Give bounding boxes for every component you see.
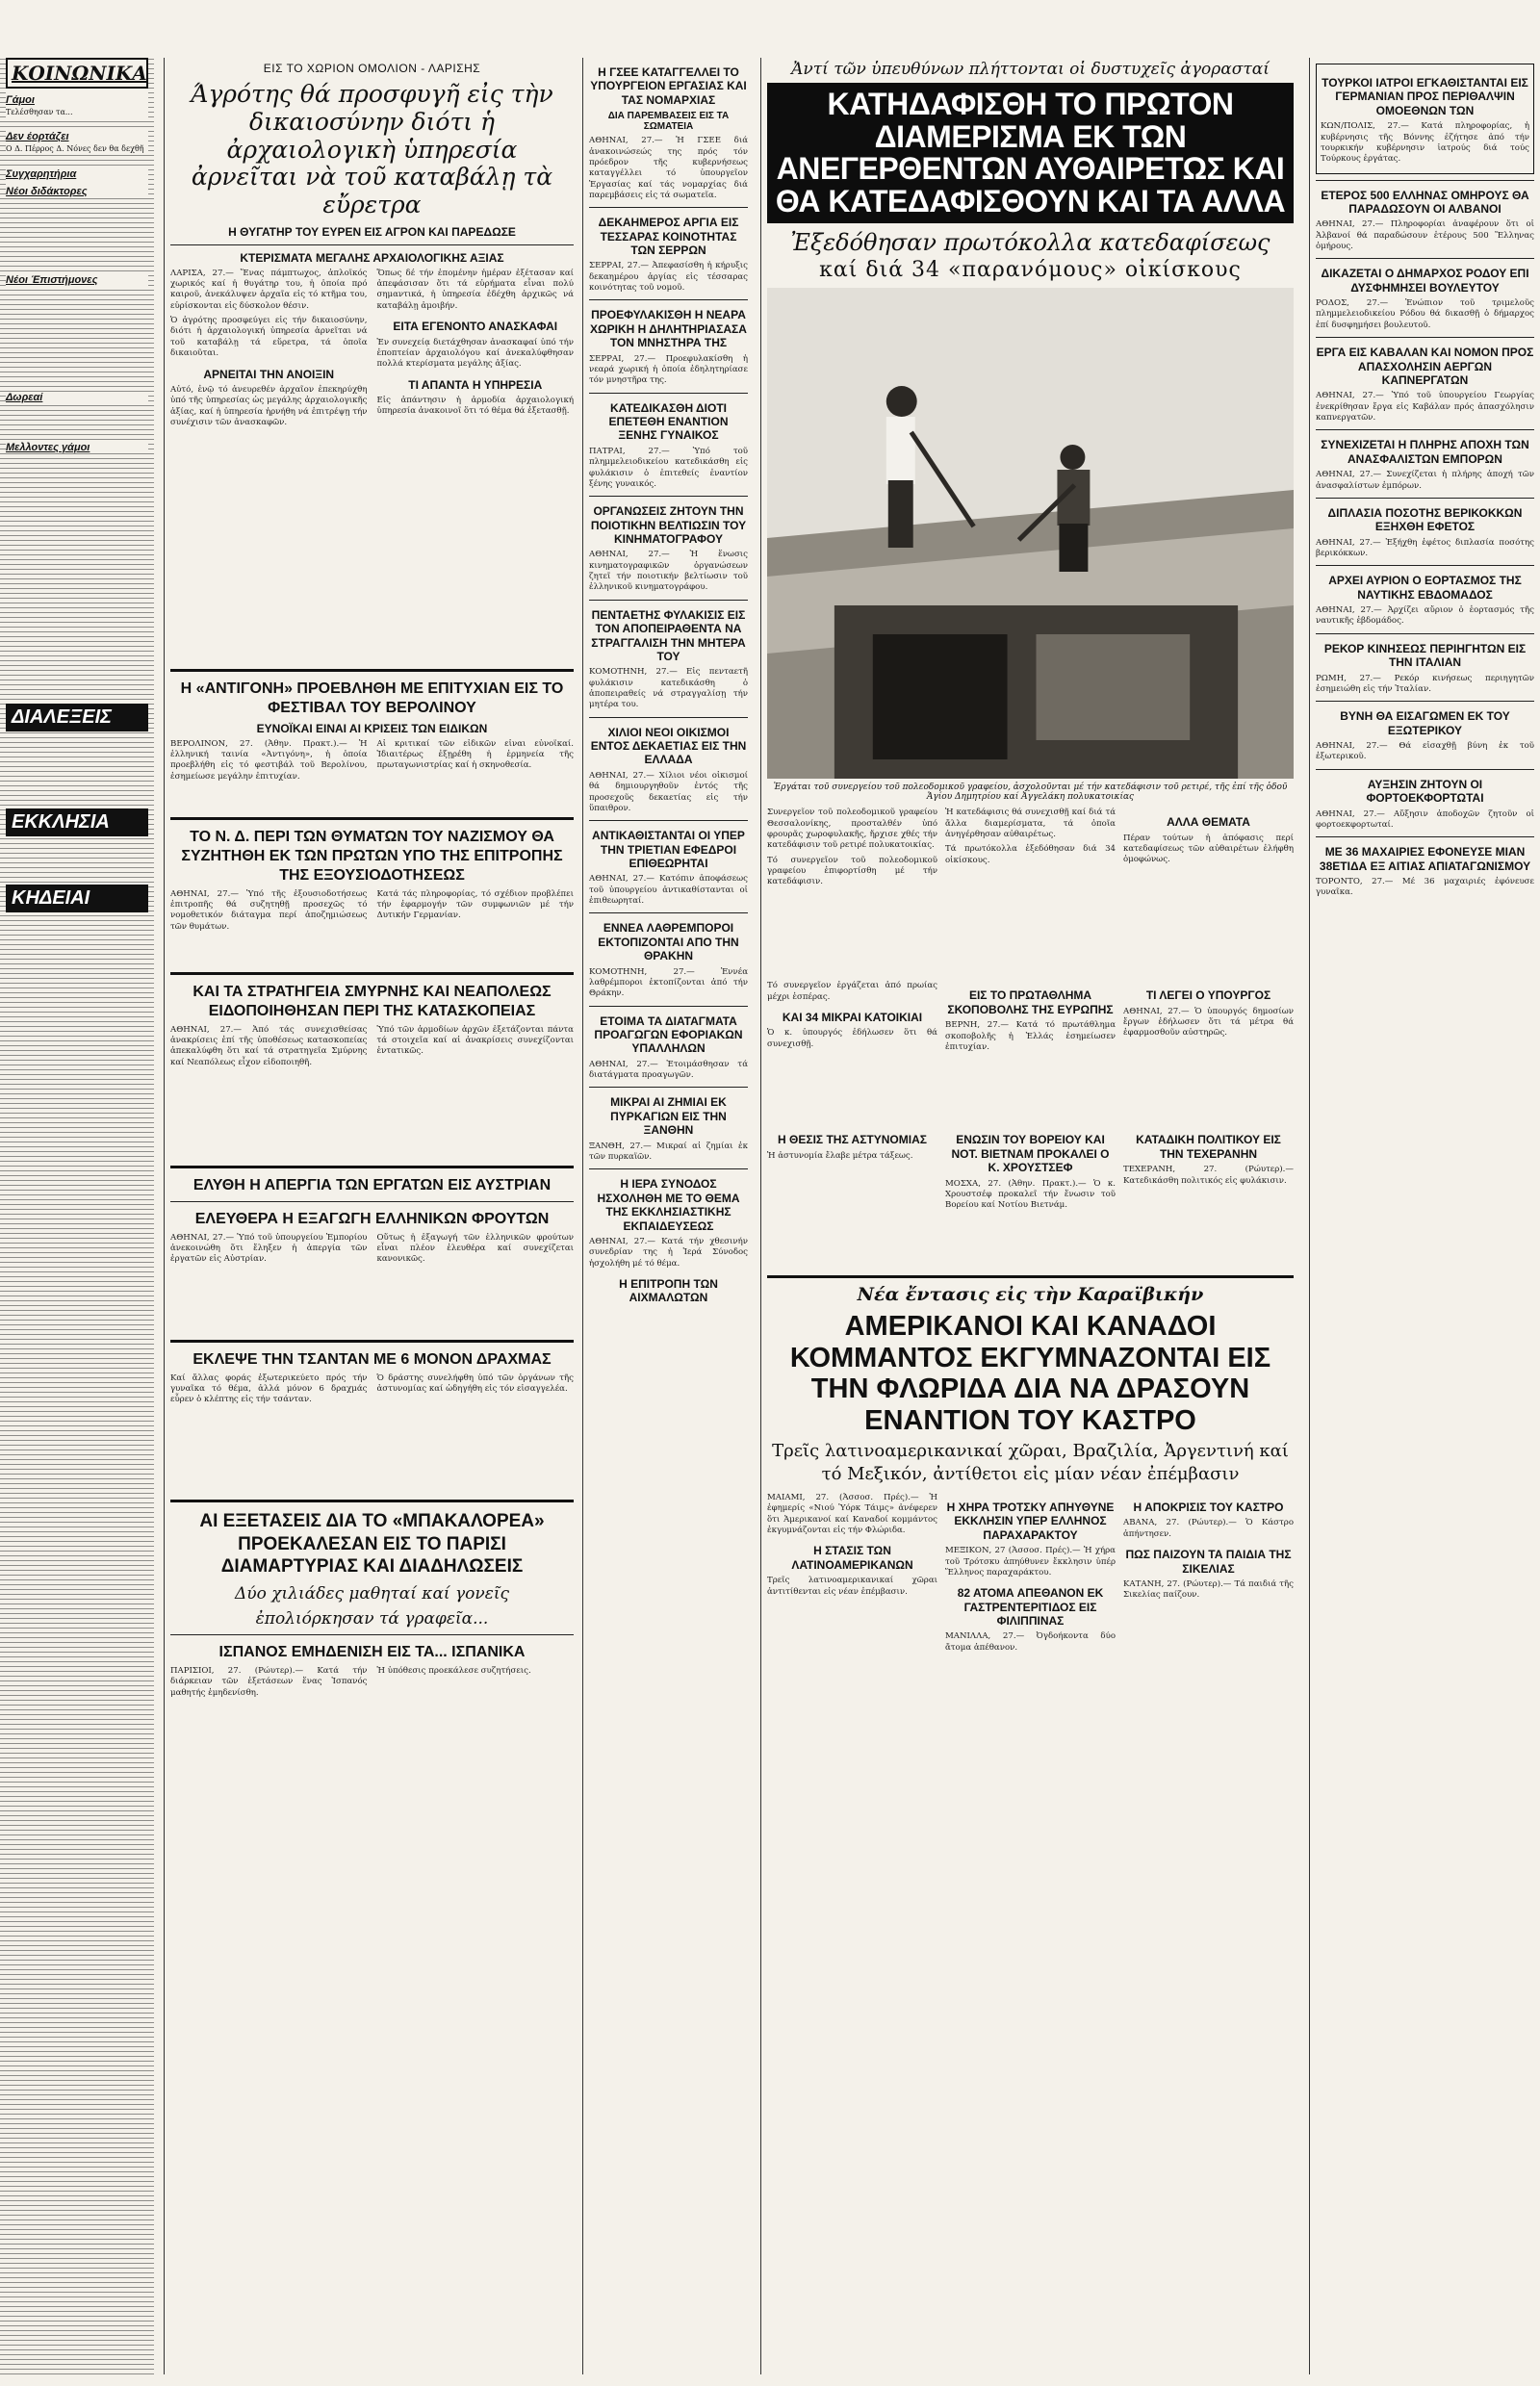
inspectors-headline: ΑΝΤΙΚΑΘΙΣΤΑΝΤΑΙ ΟΙ ΥΠΕΡ ΤΗΝ ΤΡΙΕΤΙΑΝ ΕΦΕΔΡΟΙ ΕΠΙΘΕΩΡΗΤΑΙ [592,829,745,870]
excavations-subhead: ΕΙΤΑ ΕΓΕΝΟΝΤΟ ΑΝΑΣΚΑΦΑΙ [393,320,558,334]
column-3: Η ΓΣΕΕ ΚΑΤΑΓΓΕΛΛΕΙ ΤΟ ΥΠΟΥΡΓΕΙΟΝ ΕΡΓΑΣΙΑΣ ΚΑΙ ΤΑΣ ΝΟΜΑΡΧΙΑΣ ΔΙΑ ΠΑΡΕΜΒΑΣΕΙΣ ΕΙΣ ΤΑ ΣΩΜΑΤΕΙΑ ΑΘΗΝΑΙ, 27.— Ἡ ΓΣΕΕ διά ἀνακοινώσεώς της πρός τόν πρόεδρον τῆς κυβερνήσεως καταγγέλλει τό ὑπουργεῖον Ἐργασίας καί τάς νομαρχίας διά παρεμβάσεις εἰς τά σωματεῖα. ΔΕΚΑΗΜΕΡΟΣ ΑΡΓΙΑ ΕΙΣ ΤΕΣΣΑΡΑΣ ΚΟΙΝΟΤΗΤΑΣ ΤΩΝ ΣΕΡΡΩΝ ΣΕΡΡΑΙ, 27.— Ἀπεφασίσθη ἡ κήρυξις δεκαημέρου ἀργίας εἰς τέσσαρας κοινότητας τοῦ νομοῦ. ΠΡΟΕΦΥΛΑΚΙΣΘΗ Η ΝΕΑΡΑ ΧΩΡΙΚΗ Η ΔΗΛΗΤΗΡΙΑΣΑΣΑ ΤΟΝ ΜΝΗΣΤΗΡΑ ΤΗΣ ΣΕΡΡΑΙ, 27.— Προεφυλακίσθη ἡ νεαρά χωρική ἡ ὁποία ἐδηλητηρίασε τόν μνηστῆρα της. ΚΑΤΕΔΙΚΑΣΘΗ ΔΙΟΤΙ ΕΠΕΤΕΘΗ ΕΝΑΝΤΙΟΝ ΞΕΝΗΣ ΓΥΝΑΙΚΟΣ ΠΑΤΡΑΙ, 27.— Ὑπό τοῦ πλημμελειοδικείου κατεδικάσθη εἰς φυλάκισιν ὁ ἐπιτεθείς ἐναντίον ξένης γυναικός. ΟΡΓΑΝΩΣΕΙΣ ΖΗΤΟΥΝ ΤΗΝ ΠΟΙΟΤΙΚΗΝ ΒΕΛΤΙΩΣΙΝ ΤΟΥ ΚΙΝΗΜΑΤΟΓΡΑΦΟΥ ΑΘΗΝΑΙ, 27.— Ἡ ἕνωσις κινηματογραφικῶν ὀργανώσεων ζητεῖ τήν ποιοτικήν βελτίωσιν τοῦ ἑλληνικοῦ κινηματογράφου. ΠΕΝΤΑΕΤΗΣ ΦΥΛΑΚΙΣΙΣ ΕΙΣ ΤΟΝ ΑΠΟΠΕΙΡΑΘΕΝΤΑ ΝΑ ΣΤΡΑΓΓΑΛΙΣΗ ΤΗΝ ΜΗΤΕΡΑ ΤΟΥ ΚΟΜΟΤΗΝΗ, 27.— Εἰς πενταετῆ φυλάκισιν κατεδικάσθη ὁ ἀποπειραθείς νά στραγγαλίσῃ τήν μητέρα του. ΧΙΛΙΟΙ ΝΕΟΙ ΟΙΚΙΣΜΟΙ ΕΝΤΟΣ ΔΕΚΑΕΤΙΑΣ ΕΙΣ ΤΗΝ ΕΛΛΑΔΑ ΑΘΗΝΑΙ, 27.— Χίλιοι νέοι οἰκισμοί θά δημιουργηθοῦν ἐντός τῆς προσεχοῦς δεκαετίας εἰς τήν ὕπαιθρον. ΑΝΤΙΚΑΘΙΣΤΑΝΤΑΙ ΟΙ ΥΠΕΡ ΤΗΝ ΤΡΙΕΤΙΑΝ ΕΦΕΔΡΟΙ ΕΠΙΘΕΩΡΗΤΑΙ ΑΘΗΝΑΙ, 27.— Κατόπιν ἀποφάσεως τοῦ ὑπουργείου ἀντικαθίστανται οἱ ἐπιθεωρηταί. ΕΝΝΕΑ ΛΑΘΡΕΜΠΟΡΟΙ ΕΚΤΟΠΙΖΟΝΤΑΙ ΑΠΟ ΤΗΝ ΘΡΑΚΗΝ ΚΟΜΟΤΗΝΗ, 27.— Ἐννέα λαθρέμποροι ἐκτοπίζονται ἀπό τήν Θράκην. ΕΤΟΙΜΑ ΤΑ ΔΙΑΤΑΓΜΑΤΑ ΠΡΟΑΓΩΓΩΝ ΕΦΟΡΙΑΚΩΝ ΥΠΑΛΛΗΛΩΝ ΑΘΗΝΑΙ, 27.— Ἐτοιμάσθησαν τά διατάγματα προαγωγῶν. ΜΙΚΡΑΙ ΑΙ ΖΗΜΙΑΙ ΕΚ ΠΥΡΚΑΓΙΩΝ ΕΙΣ ΤΗΝ ΞΑΝΘΗΝ ΞΑΝΘΗ, 27.— Μικραί αἱ ζημίαι ἐκ τῶν πυρκαϊῶν. Η ΙΕΡΑ ΣΥΝΟΔΟΣ ΗΣΧΟΛΗΘΗ ΜΕ ΤΟ ΘΕΜΑ ΤΗΣ ΕΚΚΛΗΣΙΑΣΤΙΚΗΣ ΕΚΠΑΙΔΕΥΣΕΩΣ ΑΘΗΝΑΙ, 27.— Κατά τήν χθεσινήν συνεδρίαν της ἡ Ἱερά Σύνοδος ἠσχολήθη μέ τό θέμα. Η ΕΠΙΤΡΟΠΗ ΤΩΝ ΑΙΧΜΑΛΩΤΩΝ [582,58,754,2374]
gsee-headline: Η ΓΣΕΕ ΚΑΤΑΓΓΕΛΛΕΙ ΤΟ ΥΠΟΥΡΓΕΙΟΝ ΕΡΓΑΣΙΑΣ ΚΑΙ ΤΑΣ ΝΟΜΑΡΧΙΑΣ [590,65,747,107]
dockers-headline: ΑΥΞΗΣΙΝ ΖΗΤΟΥΝ ΟΙ ΦΟΡΤΟΕΚΦΟΡΤΩΤΑΙ [1366,777,1484,806]
merchants-strike-headline: ΣΥΝΕΧΙΖΕΤΑΙ Η ΠΛΗΡΗΣ ΑΠΟΧΗ ΤΩΝ ΑΝΑΣΦΑΛΙΣΤΩΝ ΕΜΠΟΡΩΝ [1321,438,1529,466]
photo-caption: Ἐργάται τοῦ συνεργείου τοῦ πολεοδομικοῦ γραφείου, ἀσχολοῦνται μέ τήν κατεδάφισιν τοῦ ρετιρέ, τῆς ἐπί τῆς ὁδοῦ Ἁγίου Δημητρίου καί Ἀγγελάκη πολυκατοικίας [773,783,1288,803]
imprisonment-headline: ΠΕΝΤΑΕΤΗΣ ΦΥΛΑΚΙΣΙΣ ΕΙΣ ΤΟΝ ΑΠΟΠΕΙΡΑΘΕΝΤΑ ΝΑ ΣΤΡΑΓΓΑΛΙΣΗ ΤΗΝ ΜΗΤΕΡΑ ΤΟΥ [591,607,746,663]
baccalaureate-headline: ΑΙ ΕΞΕΤΑΣΕΙΣ ΔΙΑ ΤΟ «ΜΠΑΚΑΛΟΡΕΑ» ΠΡΟΕΚΑΛΕΣΑΝ ΕΙΣ ΤΟ ΠΑΡΙΣΙ ΔΙΑΜΑΡΤΥΡΙΑΣ ΚΑΙ ΔΙΑΔΗΛΩΣΕΙΣ [199,1510,545,1578]
omolion-kicker: ΕΙΣ ΤΟ ΧΩΡΙΟΝ ΟΜΟΛΙΟΝ - ΛΑΡΙΣΗΣ [263,62,481,75]
service-reply-subhead: ΤΙ ΑΠΑΝΤΑ Η ΥΠΗΡΕΣΙΑ [408,377,543,392]
smugglers-headline: ΕΝΝΕΑ ΛΑΘΡΕΜΠΟΡΟΙ ΕΚΤΟΠΙΖΟΝΤΑΙ ΑΠΟ ΤΗΝ ΘΡΑΚΗΝ [598,921,739,963]
convicted-headline: ΚΑΤΕΔΙΚΑΣΘΗ ΔΙΟΤΙ ΕΠΕΤΕΘΗ ΕΝΑΝΤΙΟΝ ΞΕΝΗΣ ΓΥΝΑΙΚΟΣ [608,400,729,443]
lectures-section-title: ΔΙΑΛΕΞΕΙΣ [6,704,148,731]
prisoners-headline: Η ΕΠΙΤΡΟΠΗ ΤΩΝ ΑΙΧΜΑΛΩΤΩΝ [619,1276,718,1305]
weddings-text: Τελέσθησαν τα... [6,108,73,116]
caribbean-kicker: Νέα ἔντασις εἰς τὴν Καραϊβικήν [857,1284,1204,1306]
farmer-headline: Άγρότης θά προσφυγῆ εἰς τὴν δικαιοσύνην διότι ἡ ἀρχαιολογικὴ ὑπηρεσία ἀρνεῖται νὰ τοῦ καταβάλῃ τὰ εὔρετρα [191,80,553,218]
column-4: Ἀντί τῶν ὑπευθύνων πλήττονται οἱ δυστυχεῖς ἀγορασταί ΚΑΤΗΔΑΦΙΣΘΗ ΤΟ ΠΡΩΤΟΝ ΔΙΑΜΕΡΙΣΜΑ ΕΚ ΤΩΝ ΑΝΕΓΕΡΘΕΝΤΩΝ ΑΥΘΑΙΡΕΤΩΣ ΚΑΙ ΘΑ ΚΑΤΕΔΑΦΙΣΘΟΥΝ ΚΑΙ ΤΑ ΑΛΛΑ Ἐξεδόθησαν πρωτόκολλα κατεδαφίσεως καί διά 34 «παρανόμους» οἰκίσκους Ἐργάται τοῦ συνεργείου τοῦ πολεοδομικοῦ γραφείου, ἀσχολοῦνται μέ τήν κατεδάφισιν τοῦ ρετιρέ, τῆς ἐπί τῆς ὁδοῦ Ἁγίου Δημητρίου καί Ἀγγελάκη πολυκατοικίας Συνεργεῖον τοῦ πολεοδομικοῦ γραφείου Θεσσαλονίκης, προσταλθέν ὑπό φρουρᾶς χωροφυλακῆς, ἤρχισε χθές τήν κατεδάφισιν τοῦ ρετιρέ πολυκατοικίας. Τό συνεργεῖον τοῦ πολεοδομικοῦ γραφείου ἐπιφορτίσθη μέ τήν κατεδάφισιν. Ἡ κατεδάφισις θά συνεχισθῇ καί διά τά ἄλλα διαμερίσματα, τά ὁποῖα ἀνηγέρθησαν αὐθαιρέτως. Τά πρωτόκολλα ἐξεδόθησαν διά 34 οἰκίσκους. ΑΛΛΑ ΘΕΜΑΤΑ Πέραν τούτων ἡ ἀπόφασις περί κατεδαφίσεως τῶν αὐθαιρέτων ἐλήφθη ὁμοφώνως. Τό συνεργεῖον ἐργάζεται ἀπό πρωίας μέχρι ἑσπέρας. ΚΑΙ 34 ΜΙΚΡΑΙ ΚΑΤΟΙΚΙΑΙ Ὁ κ. ὑπουργός ἐδήλωσεν ὅτι θά συνεχισθῇ. ΕΙΣ ΤΟ ΠΡΩΤΑΘΛΗΜΑ ΣΚΟΠΟΒΟΛΗΣ ΤΗΣ ΕΥΡΩΠΗΣ ΒΕΡΝΗ, 27.— Κατά τό πρωτάθλημα σκοποβολῆς ἡ Ἑλλάς ἐσημείωσεν ἐπιτυχίαν. ΤΙ ΛΕΓΕΙ Ο ΥΠΟΥΡΓΟΣ ΑΘΗΝΑΙ, 27.— Ὁ ὑπουργός δημοσίων ἔργων ἐδήλωσεν ὅτι τά μέτρα θά ἐφαρμοσθοῦν αὐστηρῶς. Η ΘΕΣΙΣ ΤΗΣ ΑΣΤΥΝΟΜΙΑΣ Ἡ ἀστυνομία ἔλαβε μέτρα τάξεως. ΕΝΩΣΙΝ ΤΟΥ ΒΟΡΕΙΟΥ ΚΑΙ ΝΟΤ. ΒΙΕΤΝΑΜ ΠΡΟΚΑΛΕΙ Ο Κ. ΧΡΟΥΣΤΣΕΦ ΜΟΣΧΑ, 27. (Ἀθην. Πρακτ.).— Ὁ κ. Χρουστσέφ προκαλεῖ τήν ἕνωσιν τοῦ Βορείου καί Νοτίου Βιετνάμ. ΚΑΤΑΔΙΚΗ ΠΟΛΙΤΙΚΟΥ ΕΙΣ ΤΗΝ ΤΕΧΕΡΑΝΗΝ ΤΕΧΕΡΑΝΗ, 27. (Ρώυτερ).— Κατεδικάσθη πολιτικός εἰς φυλάκισιν. Νέα ἔντασις εἰς τὴν Καραϊβικήν ΑΜΕΡΙΚΑΝΟΙ ΚΑΙ ΚΑΝΑΔΟΙ ΚΟΜΜΑΝΤΟΣ ΕΚΓΥΜΝΑΖΟΝΤΑΙ ΕΙΣ ΤΗΝ ΦΛΩΡΙΔΑ ΔΙΑ ΝΑ ΔΡΑΣΟΥΝ ΕΝΑΝΤΙΟΝ ΤΟΥ ΚΑΣΤΡΟ Τρεῖς λατινοαμερικανικαί χῶραι, Βραζιλία, Ἀργεντινή καί τό Μεξικόν, ἀντίθετοι εἰς μίαν νέαν ἐπέμβασιν ΜΑΙΑΜΙ, 27. (Ἀσσοσ. Πρές).— Ἡ ἐφημερίς «Νιού Ὑόρκ Τάιμς» ἀνέφερεν ὅτι Ἀμερικανοί καί Καναδοί κομμάντος ἐκγυμνάζονται εἰς τήν Φλώριδα. Η ΣΤΑΣΙΣ ΤΩΝ ΛΑΤΙΝΟΑΜΕΡΙΚΑΝΩΝ Τρεῖς λατινοαμερικανικαί χῶραι ἀντιτίθενται εἰς νέαν ἐπέμβασιν. Η ΧΗΡΑ ΤΡΟΤΣΚΥ ΑΠΗΥΘΥΝΕ ΕΚΚΛΗΣΙΝ ΥΠΕΡ ΕΛΛΗΝΟΣ ΠΑΡΑΧΑΡΑΚΤΟΥ ΜΕΞΙΚΟΝ, 27 (Ἀσσοσ. Πρές).— Ἡ χήρα τοῦ Τρότσκυ ἀπηύθυνεν ἔκκλησιν ὑπέρ Ἕλληνος παραχαράκτου. 82 ΑΤΟΜΑ ΑΠΕΘΑΝΟΝ ΕΚ ΓΑΣΤΡΕΝΤΕΡΙΤΙΔΟΣ ΕΙΣ ΦΙΛΙΠΠΙΝΑΣ ΜΑΝΙΛΛΑ, 27.— Ὀγδοήκοντα δύο ἄτομα ἀπέθανον. Η ΑΠΟΚΡΙΣΙΣ ΤΟΥ ΚΑΣΤΡΟ ΑΒΑΝΑ, 27. (Ρώυτερ).— Ὁ Κάστρο ἀπήντησεν. ΠΩΣ ΠΑΙΖΟΥΝ ΤΑ ΠΑΙΔΙΑ ΤΗΣ ΣΙΚΕΛΙΑΣ ΚΑΤΑΝΗ, 27. (Ρώυτερ).— Τά παιδιά τῆς Σικελίας παίζουν. [760,58,1299,2374]
minister-says-subhead: ΤΙ ΛΕΓΕΙ Ο ΥΠΟΥΡΓΟΣ [1145,988,1271,1003]
houses-subhead: ΚΑΙ 34 ΜΙΚΡΑΙ ΚΑΤΟΙΚΙΑΙ [782,1011,923,1025]
farmer-subhead-2: ΚΤΕΡΙΣΜΑΤΑ ΜΕΓΑΛΗΣ ΑΡΧΑΙΟΛΟΓΙΚΗΣ ΑΞΙΑΣ [240,250,504,265]
antigone-headline: Η «ΑΝΤΙΓΟΝΗ» ΠΡΟΕΒΛΗΘΗ ΜΕ ΕΠΙΤΥΧΙΑΝ ΕΙΣ ΤΟ ΦΕΣΤΙΒΑΛ ΤΟΥ ΒΕΡΟΛΙΝΟΥ [180,680,564,716]
no-celebration-heading: Δεν έορτάζει [6,131,69,143]
farmer-subhead-1: Η ΘΥΓΑΤΗΡ ΤΟΥ ΕΥΡΕΝ ΕΙΣ ΑΓΡΟΝ ΚΑΙ ΠΑΡΕΔΩΣΕ [228,224,516,239]
gsee-subhead: ΔΙΑ ΠΑΡΕΜΒΑΣΕΙΣ ΕΙΣ ΤΑ ΣΩΜΑΤΕΙΑ [607,111,730,133]
nazism-victims-headline: ΤΟ Ν. Δ. ΠΕΡΙ ΤΩΝ ΘΥΜΑΤΩΝ ΤΟΥ ΝΑΖΙΣΜΟΥ ΘΑ ΣΥΖΗΤΗΘΗ ΕΚ ΤΩΝ ΠΡΩΤΩΝ ΥΠΟ ΤΗΣ ΕΠΙΤΡΟΠΗΣ ΤΗΣ ΕΞΟΥΣΙΟΔΟΤΗΣΕΩΣ [181,828,563,884]
new-doctors-heading: Νέοι διδάκτορες [6,185,88,197]
police-subhead: Η ΘΕΣΙΣ ΤΗΣ ΑΣΤΥΝΟΜΙΑΣ [778,1133,927,1147]
malt-import-headline: ΒΥΝΗ ΘΑ ΕΙΣΑΓΩΜΕΝ ΕΚ ΤΟΥ ΕΞΩΤΕΡΙΚΟΥ [1340,709,1510,737]
demolition-photo [767,288,1294,779]
cinema-headline: ΟΡΓΑΝΩΣΕΙΣ ΖΗΤΟΥΝ ΤΗΝ ΠΟΙΟΤΙΚΗΝ ΒΕΛΤΙΩΣΙΝ ΤΟΥ ΚΙΝΗΜΑΤΟΓΡΑΦΟΥ [590,504,747,546]
baccalaureate-subhead-2: ἐπολιόρκησαν τά γραφεῖα... [255,1609,489,1629]
funerals-section-title: ΚΗΔΕΙΑΙ [6,885,148,912]
shooting-headline: ΕΙΣ ΤΟ ΠΡΩΤΑΘΛΗΜΑ ΣΚΟΠΟΒΟΛΗΣ ΤΗΣ ΕΥΡΩΠΗΣ [947,988,1114,1016]
future-weddings-heading: Μελλοντες γάμοι [6,441,90,453]
rhodes-mayor-headline: ΔΙΚΑΖΕΤΑΙ Ο ΔΗΜΑΡΧΟΣ ΡΟΔΟΥ ΕΠΙ ΔΥΣΦΗΜΗΣΕΙ ΒΟΥΛΕΥΤΟΥ [1321,267,1529,295]
banner-kicker: Ἀντί τῶν ὑπευθύνων πλήττονται οἱ δυστυχεῖς ἀγορασταί [791,60,1270,79]
trotsky-widow-headline: Η ΧΗΡΑ ΤΡΟΤΣΚΥ ΑΠΗΥΘΥΝΕ ΕΚΚΛΗΣΙΝ ΥΠΕΡ ΕΛΛΗΝΟΣ ΠΑΡΑΧΑΡΑΚΤΟΥ [946,1501,1115,1542]
new-scientists-heading: Νέοι Έπιστήμονες [6,273,98,286]
castro-reply-subhead: Η ΑΠΟΚΡΙΣΙΣ ΤΟΥ ΚΑΣΤΡΟ [1133,1501,1284,1515]
synod-headline: Η ΙΕΡΑ ΣΥΝΟΔΟΣ ΗΣΧΟΛΗΘΗ ΜΕ ΤΟ ΘΕΜΑ ΤΗΣ ΕΚΚΛΗΣΙΑΣΤΙΚΗΣ ΕΚΠΑΙΔΕΥΣΕΩΣ [597,1177,740,1233]
vietnam-headline: ΕΝΩΣΙΝ ΤΟΥ ΒΟΡΕΙΟΥ ΚΑΙ ΝΟΤ. ΒΙΕΤΝΑΜ ΠΡΟΚΑΛΕΙ Ο Κ. ΧΡΟΥΣΤΣΕΦ [951,1133,1110,1175]
church-section-title: ΕΚΚΛΗΣΙΑ [6,808,148,836]
navy-week-headline: ΑΡΧΕΙ ΑΥΡΙΟΝ Ο ΕΟΡΤΑΣΜΟΣ ΤΗΣ ΝΑΥΤΙΚΗΣ ΕΒΔΟΜΑΔΟΣ [1328,574,1522,602]
baccalaureate-subhead: Δύο χιλιάδες μαθηταί καί γονεῖς [234,1584,510,1603]
caribbean-headline: ΑΜΕΡΙΚΑΝΟΙ ΚΑΙ ΚΑΝΑΔΟΙ ΚΟΜΜΑΝΤΟΣ ΕΚΓΥΜΝΑΖΟΝΤΑΙ ΕΙΣ ΤΗΝ ΦΛΩΡΙΔΑ ΔΙΑ ΝΑ ΔΡΑΣΟΥΝ ΕΝΑΝΤΙΟΝ ΤΟΥ ΚΑΣΤΡΟ [789,1311,1271,1436]
demolition-subhead-2: καί διά 34 «παρανόμους» οἰκίσκους [819,258,1242,283]
latin-stance-subhead: Η ΣΤΑΣΙΣ ΤΩΝ ΛΑΤΙΝΟΑΜΕΡΙΚΑΝΩΝ [791,1544,913,1572]
congratulations-heading: Συγχαρητήρια [6,167,77,180]
caribbean-subhead: Τρεῖς λατινοαμερικανικαί χῶραι, Βραζιλία, Ἀργεντινή καί τό Μεξικόν, ἀντίθετοι εἰς μίαν νέαν ἐπέμβασιν [772,1441,1289,1484]
fruit-export-headline: ΕΛΕΥΘΕΡΑ Η ΕΞΑΓΩΓΗ ΕΛΛΗΝΙΚΩΝ ΦΡΟΥΤΩΝ [194,1210,550,1227]
spanish-headline: ΙΣΠΑΝΟΣ ΕΜΗΔΕΝΙΣΗ ΕΙΣ ΤΑ... ΙΣΠΑΝΙΚΑ [218,1644,526,1660]
philippines-headline: 82 ΑΤΟΜΑ ΑΠΕΘΑΝΟΝ ΕΚ ΓΑΣΤΡΕΝΤΕΡΙΤΙΔΟΣ ΕΙΣ ΦΙΛΙΠΠΙΝΑΣ [957,1586,1104,1629]
no-celebration-text: Ο Δ. Πέρρος Δ. Νόνες δεν θα δεχθῆ [6,144,144,154]
column-2: ΕΙΣ ΤΟ ΧΩΡΙΟΝ ΟΜΟΛΙΟΝ - ΛΑΡΙΣΗΣ Άγρότης θά προσφυγῆ εἰς τὴν δικαιοσύνην διότι ἡ ἀρχαιολογικὴ ὑπηρεσία ἀρνεῖται νὰ τοῦ καταβάλῃ τὰ εὔρετρα Η ΘΥΓΑΤΗΡ ΤΟΥ ΕΥΡΕΝ ΕΙΣ ΑΓΡΟΝ ΚΑΙ ΠΑΡΕΔΩΣΕ ΚΤΕΡΙΣΜΑΤΑ ΜΕΓΑΛΗΣ ΑΡΧΑΙΟΛΟΓΙΚΗΣ ΑΞΙΑΣ ΛΑΡΙΣΑ, 27.— Ἕνας πάμπτωχος, ἀπλοϊκός χωρικός καί ἡ θυγάτηρ του, ἡ ὁποία πρό καιροῦ, ἀνεκάλυψεν ἀρχαῖα εἰς τό κτῆμα του, εὑρίσκονται εἰς δύσκολον θέσιν. Ὁ ἀγρότης προσφεύγει εἰς τήν δικαιοσύνην, διότι ἡ ἀρχαιολογική ὑπηρεσία ἀρνεῖται νά τοῦ καταβάλῃ τά εὕρετρα, τά ὁποῖα δικαιοῦται. ΑΡΝΕΙΤΑΙ ΤΗΝ ΑΝΟΙΞΙΝ Αὐτό, ἐνῷ τό ἀνευρεθέν ἀρχαῖον ἐπεκηρύχθη ὑπό τῆς ὑπηρεσίας ὡς μεγάλης ἀρχαιολογικῆς ἀξίας, καί ἡ ὑπηρεσία ἠρνήθη νά ἐπιτρέψῃ τήν συνέχισιν τῶν ἀνασκαφῶν. Ὅπως δέ τήν ἐπομένην ἡμέραν ἐξέτασαν καί ἀπεφάσισαν ὅτι τά εὑρήματα εἶναι πολύ σημαντικά, ἡ ὑπηρεσία ἐδέχθη ἀρχικῶς νά καταβάλῃ ἀμοιβήν. ΕΙΤΑ ΕΓΕΝΟΝΤΟ ΑΝΑΣΚΑΦΑΙ Ἐν συνεχείᾳ διετάχθησαν ἀνασκαφαί ὑπό τήν ἐποπτείαν ἀρχαιολόγου καί ἀνεκαλύφθησαν πολλά κτερίσματα μεγάλης ἀξίας. ΤΙ ΑΠΑΝΤΑ Η ΥΠΗΡΕΣΙΑ Εἰς ἀπάντησιν ἡ ἀρμοδία ἀρχαιολογική ὑπηρεσία ἀνακοινοῖ ὅτι τό θέμα θά ἐξετασθῇ. Η «ΑΝΤΙΓΟΝΗ» ΠΡΟΕΒΛΗΘΗ ΜΕ ΕΠΙΤΥΧΙΑΝ ΕΙΣ ΤΟ ΦΕΣΤΙΒΑΛ ΤΟΥ ΒΕΡΟΛΙΝΟΥ ΕΥΝΟΪΚΑΙ ΕΙΝΑΙ ΑΙ ΚΡΙΣΕΙΣ ΤΩΝ ΕΙΔΙΚΩΝ ΒΕΡΟΛΙΝΟΝ, 27. (Ἀθην. Πρακτ.).— Ἡ ἑλληνική ταινία «Ἀντιγόνη», ἡ ὁποία προεβλήθη εἰς τό φεστιβάλ τοῦ Βερολίνου, ἐσημείωσε μεγάλην ἐπιτυχίαν. Αἱ κριτικαί τῶν εἰδικῶν εἶναι εὐνοϊκαί. Ἰδιαιτέρως ἐξῃρέθη ἡ ἑρμηνεία τῆς πρωταγωνιστρίας καί ἡ σκηνοθεσία. ΤΟ Ν. Δ. ΠΕΡΙ ΤΩΝ ΘΥΜΑΤΩΝ ΤΟΥ ΝΑΖΙΣΜΟΥ ΘΑ ΣΥΖΗΤΗΘΗ ΕΚ ΤΩΝ ΠΡΩΤΩΝ ΥΠΟ ΤΗΣ ΕΠΙΤΡΟΠΗΣ ΤΗΣ ΕΞΟΥΣΙΟΔΟΤΗΣΕΩΣ ΑΘΗΝΑΙ, 27.— Ὑπό τῆς ἐξουσιοδοτήσεως ἐπιτροπῆς θά συζητηθῇ προσεχῶς τό νομοθετικόν διάταγμα περί ἀποζημιώσεως τῶν θυμάτων. Κατά τάς πληροφορίας, τό σχέδιον προβλέπει τήν ἐφαρμογήν τῶν συμφωνιῶν μέ τήν Δυτικήν Γερμανίαν. ΚΑΙ ΤΑ ΣΤΡΑΤΗΓΕΙΑ ΣΜΥΡΝΗΣ ΚΑΙ ΝΕΑΠΟΛΕΩΣ ΕΙΔΟΠΟΙΗΘΗΣΑΝ ΠΕΡΙ ΤΗΣ ΚΑΤΑΣΚΟΠΕΙΑΣ ΑΘΗΝΑΙ, 27.— Ἀπό τάς συνεχισθείσας ἀνακρίσεις ἐπί τῆς ὑποθέσεως κατασκοπείας ἀπεκαλύφθη ὅτι καί τά στρατηγεῖα Σμύρνης καί Νεαπόλεως εἶχον εἰδοποιηθῆ. Ὑπό τῶν ἀρμοδίων ἀρχῶν ἐξετάζονται πάντα τά στοιχεῖα καί αἱ ἀνακρίσεις συνεχίζονται ἐντατικῶς. ΕΛΥΘΗ Η ΑΠΕΡΓΙΑ ΤΩΝ ΕΡΓΑΤΩΝ ΕΙΣ ΑΥΣΤΡΙΑΝ ΕΛΕΥΘΕΡΑ Η ΕΞΑΓΩΓΗ ΕΛΛΗΝΙΚΩΝ ΦΡΟΥΤΩΝ ΑΘΗΝΑΙ, 27.— Ὑπό τοῦ ὑπουργείου Ἐμπορίου ἀνεκοινώθη ὅτι ἔληξεν ἡ ἀπεργία τῶν ἐργατῶν εἰς Αὐστρίαν. Οὕτως ἡ ἐξαγωγή τῶν ἑλληνικῶν φρούτων εἶναι πλέον ἐλευθέρα καί συνεχίζεται κανονικῶς. ΕΚΛΕΨΕ ΤΗΝ ΤΣΑΝΤΑΝ ΜΕ 6 ΜΟΝΟΝ ΔΡΑΧΜΑΣ Καί ἄλλας φοράς ἐξωτερικεύετο πρός τήν γυναῖκα τό θέμα, ἀλλά μόνον 6 δραχμάς εὗρεν ὁ κλέπτης εἰς τήν τσάνταν. Ὁ δράστης συνελήφθη ὑπό τῶν ὀργάνων τῆς ἀστυνομίας καί ὡδηγήθη εἰς τόν εἰσαγγελέα. ΑΙ ΕΞΕΤΑΣΕΙΣ ΔΙΑ ΤΟ «ΜΠΑΚΑΛΟΡΕΑ» ΠΡΟΕΚΑΛΕΣΑΝ ΕΙΣ ΤΟ ΠΑΡΙΣΙ ΔΙΑΜΑΡΤΥΡΙΑΣ ΚΑΙ ΔΙΑΔΗΛΩΣΕΙΣ Δύο χιλιάδες μαθηταί καί γονεῖς ἐπολιόρκησαν τά γραφεῖα... ΙΣΠΑΝΟΣ ΕΜΗΔΕΝΙΣΗ ΕΙΣ ΤΑ... ΙΣΠΑΝΙΚΑ ΠΑΡΙΣΙΟΙ, 27. (Ρώυτερ).— Κατά τήν διάρκειαν τῶν ἐξετάσεων ἕνας Ἰσπανός μαθητής ἐμηδενίσθη. Ἡ ὑπόθεσις προεκάλεσε συζητήσεις. [164,58,579,2374]
poisoning-headline: ΠΡΟΕΦΥΛΑΚΙΣΘΗ Η ΝΕΑΡΑ ΧΩΡΙΚΗ Η ΔΗΛΗΤΗΡΙΑΣΑΣΑ ΤΟΝ ΜΝΗΣΤΗΡΑ ΤΗΣ [590,308,747,350]
turkish-doctors-headline: ΤΟΥΡΚΟΙ ΙΑΤΡΟΙ ΕΓΚΑΘΙΣΤΑΝΤΑΙ ΕΙΣ ΓΕΡΜΑΝΙΑΝ ΠΡΟΣ ΠΕΡΙΘΑΛΨΙΝ ΟΜΟΕΘΝΩΝ ΤΩΝ [1322,76,1528,117]
social-section-title: ΚΟΙΝΩΝΙΚΑ [6,58,148,89]
austria-strike-headline: ΕΛΥΘΗ Η ΑΠΕΡΓΙΑ ΤΩΝ ΕΡΓΑΤΩΝ ΕΙΣ ΑΥΣΤΡΙΑΝ [192,1176,552,1193]
tehran-headline: ΚΑΤΑΔΙΚΗ ΠΟΛΙΤΙΚΟΥ ΕΙΣ ΤΗΝ ΤΕΧΕΡΑΝΗΝ [1136,1133,1281,1161]
other-issues-subhead: ΑΛΛΑ ΘΕΜΑΤΑ [1167,815,1250,830]
apricots-headline: ΔΙΠΛΑΣΙΑ ΠΟΣΟΤΗΣ ΒΕΡΙΚΟΚΚΩΝ ΕΞΗΧΘΗ ΕΦΕΤΟΣ [1327,505,1523,534]
promotions-headline: ΕΤΟΙΜΑ ΤΑ ΔΙΑΤΑΓΜΑΤΑ ΠΡΟΑΓΩΓΩΝ ΕΦΟΡΙΑΚΩΝ ΥΠΑΛΛΗΛΩΝ [594,1013,743,1056]
settlements-headline: ΧΙΛΙΟΙ ΝΕΟΙ ΟΙΚΙΣΜΟΙ ΕΝΤΟΣ ΔΕΚΑΕΤΙΑΣ ΕΙΣ ΤΗΝ ΕΛΛΑΔΑ [590,725,747,767]
serres-holiday-headline: ΔΕΚΑΗΜΕΡΟΣ ΑΡΓΙΑ ΕΙΣ ΤΕΣΣΑΡΑΣ ΚΟΙΝΟΤΗΤΑΣ ΤΩΝ ΣΕΡΡΩΝ [598,216,739,258]
column-5: ΤΟΥΡΚΟΙ ΙΑΤΡΟΙ ΕΓΚΑΘΙΣΤΑΝΤΑΙ ΕΙΣ ΓΕΡΜΑΝΙΑΝ ΠΡΟΣ ΠΕΡΙΘΑΛΨΙΝ ΟΜΟΕΘΝΩΝ ΤΩΝ ΚΩΝ/ΠΟΛΙΣ, 27.— Κατά πληροφορίας, ἡ κυβέρνησις τῆς Βόννης ἐζήτησε ἀπό τήν τουρκικήν κυβέρνησιν ἰατρούς διά τούς Τούρκους ἐργάτας. ΕΤΕΡΟΣ 500 ΕΛΛΗΝΑΣ ΟΜΗΡΟΥΣ ΘΑ ΠΑΡΑΔΩΣΟΥΝ ΟΙ ΑΛΒΑΝΟΙ ΑΘΗΝΑΙ, 27.— Πληροφορίαι ἀναφέρουν ὅτι οἱ Ἀλβανοί θά παραδώσουν ἑτέρους 500 Ἕλληνας ὁμήρους. ΔΙΚΑΖΕΤΑΙ Ο ΔΗΜΑΡΧΟΣ ΡΟΔΟΥ ΕΠΙ ΔΥΣΦΗΜΗΣΕΙ ΒΟΥΛΕΥΤΟΥ ΡΟΔΟΣ, 27.— Ἐνώπιον τοῦ τριμελοῦς πλημμελειοδικείου Ρόδου θά δικασθῇ ὁ δήμαρχος ἐπί δυσφημήσει βουλευτοῦ. ΕΡΓΑ ΕΙΣ ΚΑΒΑΛΑΝ ΚΑΙ ΝΟΜΟΝ ΠΡΟΣ ΑΠΑΣΧΟΛΗΣΙΝ ΑΕΡΓΩΝ ΚΑΠΝΕΡΓΑΤΩΝ ΑΘΗΝΑΙ, 27.— Ὑπό τοῦ ὑπουργείου Γεωργίας ἐνεκρίθησαν ἔργα εἰς Καβάλαν πρός ἀπασχόλησιν καπνεργατῶν. ΣΥΝΕΧΙΖΕΤΑΙ Η ΠΛΗΡΗΣ ΑΠΟΧΗ ΤΩΝ ΑΝΑΣΦΑΛΙΣΤΩΝ ΕΜΠΟΡΩΝ ΑΘΗΝΑΙ, 27.— Συνεχίζεται ἡ πλήρης ἀποχή τῶν ἀνασφαλίστων ἐμπόρων. ΔΙΠΛΑΣΙΑ ΠΟΣΟΤΗΣ ΒΕΡΙΚΟΚΚΩΝ ΕΞΗΧΘΗ ΕΦΕΤΟΣ ΑΘΗΝΑΙ, 27.— Ἐξήχθη ἐφέτος διπλασία ποσότης βερικόκκων. ΑΡΧΕΙ ΑΥΡΙΟΝ Ο ΕΟΡΤΑΣΜΟΣ ΤΗΣ ΝΑΥΤΙΚΗΣ ΕΒΔΟΜΑΔΟΣ ΑΘΗΝΑΙ, 27.— Ἀρχίζει αὔριον ὁ ἑορτασμός τῆς ναυτικῆς ἑβδομάδος. ΡΕΚΟΡ ΚΙΝΗΣΕΩΣ ΠΕΡΙΗΓΗΤΩΝ ΕΙΣ ΤΗΝ ΙΤΑΛΙΑΝ ΡΩΜΗ, 27.— Ρεκόρ κινήσεως περιηγητῶν ἐσημειώθη εἰς τήν Ἰταλίαν. ΒΥΝΗ ΘΑ ΕΙΣΑΓΩΜΕΝ ΕΚ ΤΟΥ ΕΞΩΤΕΡΙΚΟΥ ΑΘΗΝΑΙ, 27.— Θά εἰσαχθῇ βύνη ἐκ τοῦ ἐξωτερικοῦ. ΑΥΞΗΣΙΝ ΖΗΤΟΥΝ ΟΙ ΦΟΡΤΟΕΚΦΟΡΤΩΤΑΙ ΑΘΗΝΑΙ, 27.— Αὔξησιν ἀποδοχῶν ζητοῦν οἱ φορτοεκφορτωταί. ΜΕ 36 ΜΑΧΑΙΡΙΕΣ ΕΦΟΝΕΥΣΕ ΜΙΑΝ 38ΕΤΙΔΑ ΕΞ ΑΙΤΙΑΣ ΑΠΙΑΤΑΓΩΝΙΣΜΟΥ ΤΟΡΟΝΤΟ, 27.— Μέ 36 μαχαιριές ἐφόνευσε γυναῖκα. [1309,58,1540,2374]
social-column [0,58,154,2374]
tourism-italy-headline: ΡΕΚΟΡ ΚΙΝΗΣΕΩΣ ΠΕΡΙΗΓΗΤΩΝ ΕΙΣ ΤΗΝ ΙΤΑΛΙΑΝ [1323,641,1527,670]
stolen-bag-headline: ΕΚΛΕΨΕ ΤΗΝ ΤΣΑΝΤΑΝ ΜΕ 6 ΜΟΝΟΝ ΔΡΑΧΜΑΣ [192,1350,552,1368]
sicily-headline: ΠΩΣ ΠΑΙΖΟΥΝ ΤΑ ΠΑΙΔΙΑ ΤΗΣ ΣΙΚΕΛΙΑΣ [1125,1548,1292,1576]
refuses-subhead: ΑΡΝΕΙΤΑΙ ΤΗΝ ΑΝΟΙΞΙΝ [203,367,335,381]
antigone-subhead: ΕΥΝΟΪΚΑΙ ΕΙΝΑΙ ΑΙ ΚΡΙΣΕΙΣ ΤΩΝ ΕΙΔΙΚΩΝ [256,721,488,735]
kavala-works-headline: ΕΡΓΑ ΕΙΣ ΚΑΒΑΛΑΝ ΚΑΙ ΝΟΜΟΝ ΠΡΟΣ ΑΠΑΣΧΟΛΗΣΙΝ ΑΕΡΓΩΝ ΚΑΠΝΕΡΓΑΤΩΝ [1316,346,1534,387]
demolition-banner: ΚΑΤΗΔΑΦΙΣΘΗ ΤΟ ΠΡΩΤΟΝ ΔΙΑΜΕΡΙΣΜΑ ΕΚ ΤΩΝ ΑΝΕΓΕΡΘΕΝΤΩΝ ΑΥΘΑΙΡΕΤΩΣ ΚΑΙ ΘΑ ΚΑΤΕΔΑΦΙΣΘΟΥΝ ΚΑΙ ΤΑ ΑΛΛΑ [767,83,1294,223]
donations-heading: Δωρεαί [6,391,43,403]
demolition-subhead: Ἐξεδόθησαν πρωτόκολλα κατεδαφίσεως [790,229,1270,257]
stabbing-headline: ΜΕ 36 ΜΑΧΑΙΡΙΕΣ ΕΦΟΝΕΥΣΕ ΜΙΑΝ 38ΕΤΙΔΑ ΕΞ ΑΙΤΙΑΣ ΑΠΙΑΤΑΓΩΝΙΣΜΟΥ [1319,845,1531,873]
fires-headline: ΜΙΚΡΑΙ ΑΙ ΖΗΜΙΑΙ ΕΚ ΠΥΡΚΑΓΙΩΝ ΕΙΣ ΤΗΝ ΞΑΝΘΗΝ [610,1095,727,1138]
weddings-heading: Γάμοι [6,94,35,106]
albanian-hostages-headline: ΕΤΕΡΟΣ 500 ΕΛΛΗΝΑΣ ΟΜΗΡΟΥΣ ΘΑ ΠΑΡΑΔΩΣΟΥΝ ΟΙ ΑΛΒΑΝΟΙ [1321,188,1529,216]
espionage-headline: ΚΑΙ ΤΑ ΣΤΡΑΤΗΓΕΙΑ ΣΜΥΡΝΗΣ ΚΑΙ ΝΕΑΠΟΛΕΩΣ ΕΙΔΟΠΟΙΗΘΗΣΑΝ ΠΕΡΙ ΤΗΣ ΚΑΤΑΣΚΟΠΕΙΑΣ [192,983,552,1019]
